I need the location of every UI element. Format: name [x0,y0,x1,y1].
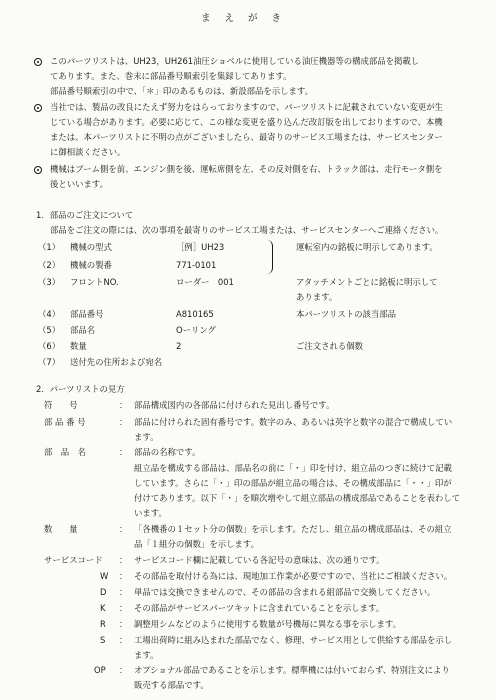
term-text: 部品に付けられた固有番号です。数字のみ、あるいは英字と数字の混合で構成してい [134,417,453,427]
intro-1-line-3: 部品番号順索引の中で、「＊」印のあるものは、新設部品を示します。 [50,86,313,96]
order-row-num: （2） [38,260,61,270]
term-label: サービスコード [44,555,103,565]
order-row-num: （3） [38,277,61,287]
order-row-note: あります。 [296,292,338,302]
order-row-value: 2 [176,341,182,351]
term-text: 組立品を構成する部品は、部品名の前に「・」印を付け、組立品のつぎに続けて記載 [134,463,452,473]
term-colon: ： [119,665,128,675]
circle-bullet-icon [34,58,42,66]
order-row-label: フロントNO. [70,277,119,287]
term-label: 符 号 [44,400,78,410]
term-text: サービスコード欄に記載している各記号の意味は、次の通りです。 [134,555,385,565]
term-colon: ： [119,619,128,629]
service-code-text: その部品を取付ける為には、現地加工作業が必要ですので、当社にご相談ください。 [134,571,453,581]
term-text: 品「１組分の個数」を示します。 [134,539,259,549]
intro-1-line-1: このパーツリストは、UH23，UH261油圧ショベルに使用している油圧機器等の構成部品を掲載し [50,56,420,66]
service-code-text: オプショナル部品であることを示します。標準機には付いておらず、特別注文により [134,665,450,675]
order-row-num: （5） [38,325,61,335]
order-row-label: 数量 [70,341,87,351]
order-row-value: A810165 [176,309,214,319]
order-row-label: 送付先の住所および宛名 [70,357,163,367]
service-code-text: 販売する部品です。 [134,680,209,690]
service-code: K [100,603,106,613]
intro-3-line-2: 後といいます。 [50,179,108,189]
term-text: 「各機番の１セット分の個数」を示します。ただし、組立品の構成部品は、その組立 [134,524,452,534]
service-code-text: 工場出荷時に組み込まれた部品でなく、修理、サービス用として供給する部品を示し [134,635,453,645]
circle-bullet-icon [34,166,42,174]
order-row-note: アタッチメントごとに銘板に明示して [296,277,438,287]
section-2-heading: 2．パーツリストの見方 [36,384,125,394]
service-code: W [100,571,109,581]
order-row-num: （7） [38,357,61,367]
intro-1-line-2: てあります。また、巻末に部品番号順索引を集録してあります。 [50,71,292,81]
service-code: S [100,635,106,645]
service-code-text: 調整用シムなどのように使用する数量が号機毎に異なる事を示します。 [134,619,401,629]
service-code: D [100,587,107,597]
term-colon: ： [119,555,128,565]
intro-3-line-1: 機械はブーム側を前、エンジン側を後、運転席側を左、その反対側を右、トラック部は、走行モータ側を [50,164,443,174]
order-row-label: 部品名 [70,325,96,335]
intro-2-line-4: に御相談ください。 [50,147,126,157]
term-text: います。 [134,508,167,518]
term-text: 部品構成図内の各部品に付けられた見出し番号です。 [134,400,335,410]
service-code: R [100,619,106,629]
term-colon: ： [119,400,128,410]
service-code-text: 単品では交換できませんので、その部品の含まれる組部品で交換してください。 [134,587,436,597]
term-colon: ： [119,603,128,613]
order-row-note: 本パーツリストの該当部品 [296,309,396,319]
term-label: 部 品 名 [44,447,86,457]
intro-2-line-1: 当社では、製品の改良にたえず努力をはらっておりますので、パーツリストに記載されていない変更が生 [50,102,443,112]
page-title: まえがき [200,13,295,24]
order-row-value: Oーリング [176,325,216,335]
order-row-value: 771-0101 [176,260,217,270]
order-row-value: ［例］UH23 [176,242,225,252]
order-row-note: 運転室内の銘板に明示してあります。 [296,242,438,252]
brace-mark [266,240,273,274]
section-1-heading: 1．部品のご注文について [36,210,134,220]
term-colon: ： [119,587,128,597]
order-row-num: （6） [38,341,61,351]
order-row-value: ローダー 001 [176,277,234,287]
section-1-lead: 部品をご注文の際には、次の事項を最寄りのサービス工場または、サービスセンターへご連絡ください。 [50,225,444,235]
term-text: 部品の名称です。 [134,447,201,457]
term-colon: ： [119,571,128,581]
order-row-label: 機械の製番 [70,260,112,270]
term-colon: ： [119,524,128,534]
circle-bullet-icon [34,104,42,112]
term-label: 数 量 [44,524,78,534]
term-colon: ： [119,417,128,427]
term-colon: ： [119,447,128,457]
order-row-label: 機械の型式 [70,242,112,252]
term-text: ます。 [134,432,159,442]
term-label: 部 品 番 号 [44,417,86,427]
order-row-note: ご注文される個数 [296,341,363,351]
intro-2-line-3: または、本パーツリストに不明の点がございましたら、最寄りのサービス工場または、サービスセンター [50,132,443,142]
term-text: しています。さらに「・」印の部品が組立品の場合は、その構成部品に「・・」印が [134,478,452,488]
term-text: 付けてあります。以下「・」を順次増やして組立部品の構成部品であることを表わして [134,493,460,503]
intro-2-line-2: じている場合があります。必要に応じて、この様な変更を盛り込んだ改訂版を出しておりますので、本機 [50,117,443,127]
service-code-text: ます。 [134,650,159,660]
service-code: OP [94,665,106,675]
term-colon: ： [119,635,128,645]
order-row-num: （1） [38,242,61,252]
order-row-label: 部品番号 [70,309,104,319]
order-row-num: （4） [38,309,61,319]
service-code-text: その部品がサービスパーツキットに含まれていることを示します。 [134,603,385,613]
